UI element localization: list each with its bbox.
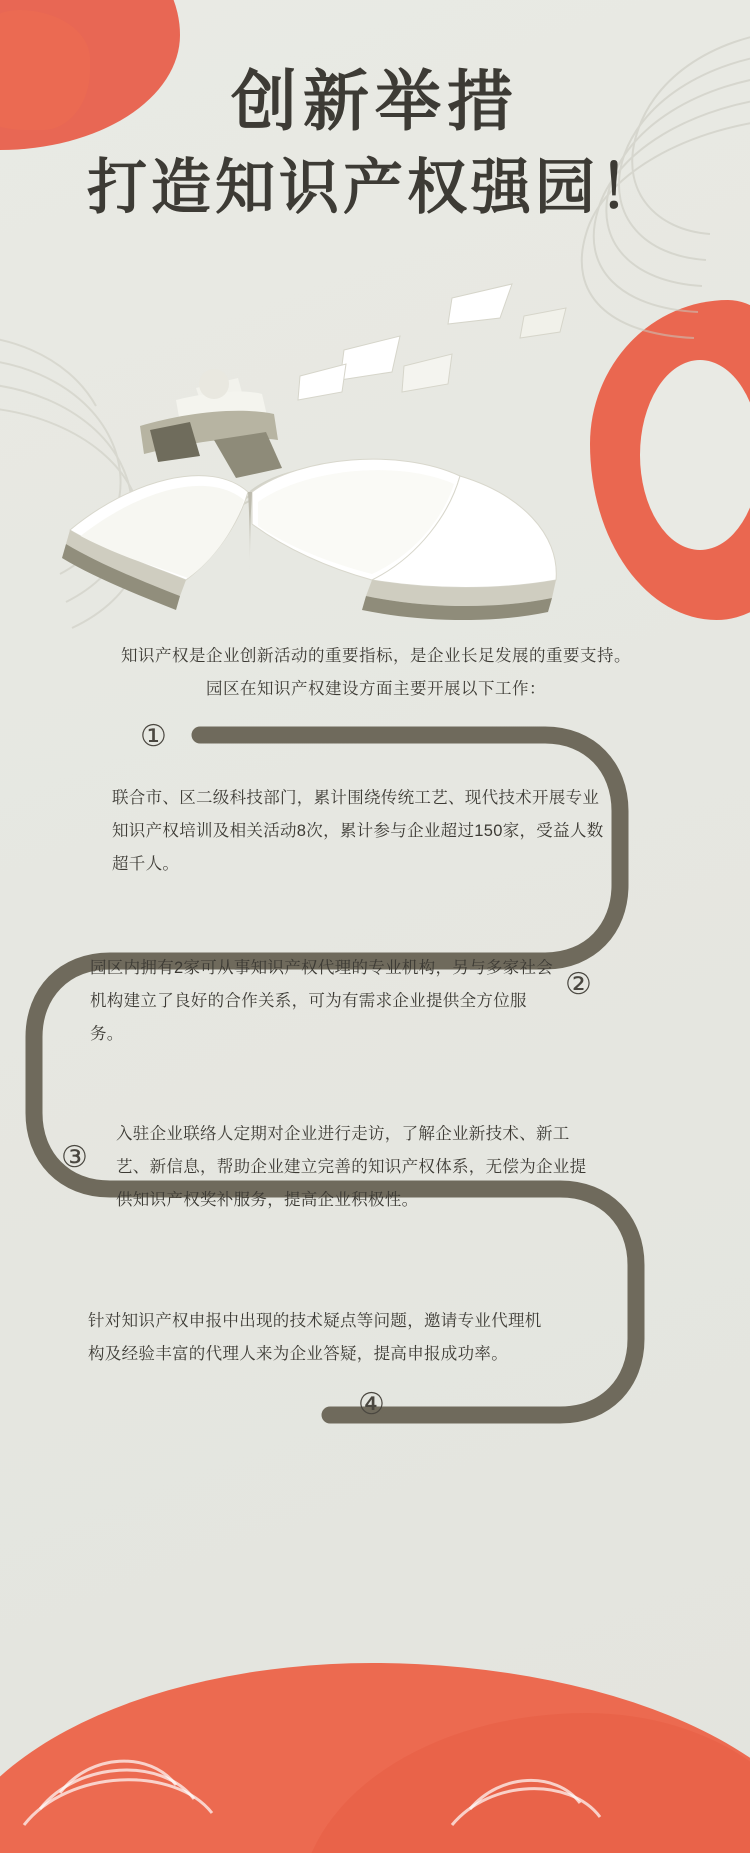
poster-title <box>0 60 750 227</box>
title-line-2: 打造知识产权强园！ <box>87 152 663 223</box>
flying-pages <box>298 284 566 400</box>
intro-paragraph <box>62 640 690 706</box>
intro-line-2: 园区在知识产权建设方面主要开展以下工作： <box>206 680 546 698</box>
step-number-4: ④ <box>358 1387 385 1422</box>
step-text-3: 入驻企业联络人定期对企业进行走访，了解企业新技术、新工艺、新信息，帮助企业建立完善的知识产权体系，无偿为企业提供知识产权奖补服务，提高企业积极性。 <box>116 1125 587 1209</box>
step-number-2: ② <box>565 967 592 1002</box>
intro-line-1: 知识产权是企业创新活动的重要指标，是企业长足发展的重要支持。 <box>121 647 631 665</box>
step-number-3: ③ <box>61 1140 88 1175</box>
running-figure <box>140 369 282 478</box>
cloud-line-art-bottom <box>0 1613 750 1853</box>
step-text-4: 针对知识产权申报中出现的技术疑点等问题，邀请专业代理机构及经验丰富的代理人来为企业答疑，提高申报成功率。 <box>88 1312 542 1363</box>
step-text-2: 园区内拥有2家可从事知识产权代理的专业机构，另与多家社会机构建立了良好的合作关系，可为有需求企业提供全方位服务。 <box>90 959 554 1043</box>
title-line-1: 创新举措 <box>231 62 519 140</box>
step-text-1: 联合市、区二级科技部门，累计围绕传统工艺、现代技术开展专业知识产权培训及相关活动8次，累计参与企业超过150家，受益人数超千人。 <box>112 789 604 873</box>
hero-illustration-open-book <box>0 280 750 620</box>
step-number-1: ① <box>140 719 167 754</box>
